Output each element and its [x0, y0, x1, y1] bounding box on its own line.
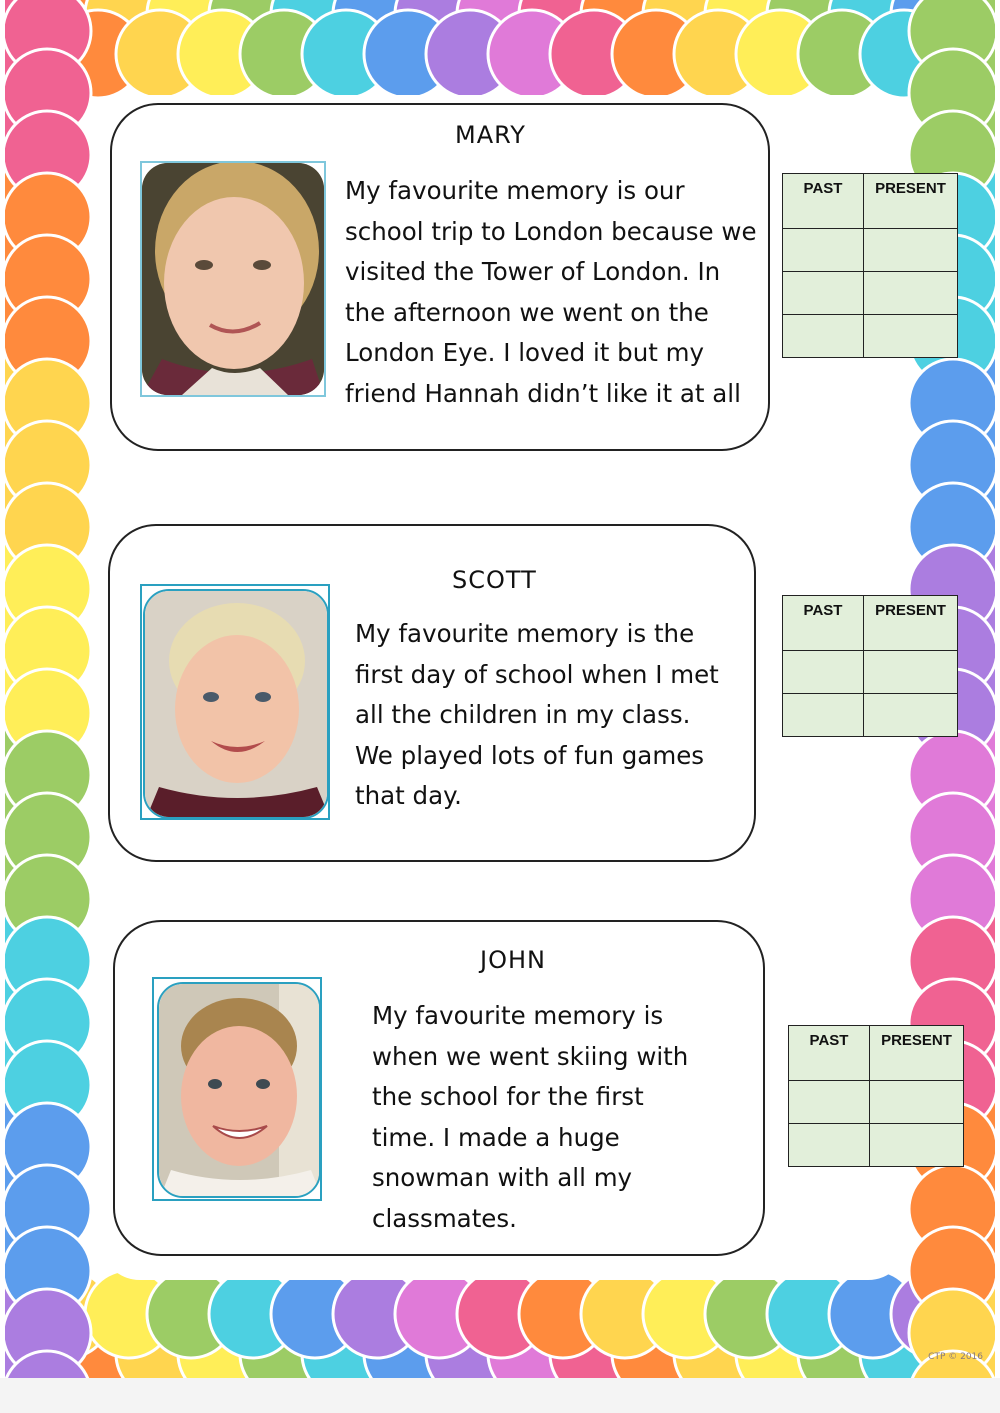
- table-cell[interactable]: [789, 1124, 870, 1167]
- memory-card-mary: [110, 103, 770, 451]
- table-cell[interactable]: [783, 272, 864, 315]
- table-cell[interactable]: [783, 315, 864, 358]
- past-present-table-john: [788, 1025, 964, 1167]
- table-cell[interactable]: [864, 651, 958, 694]
- present-header: PRESENT: [864, 174, 958, 229]
- past-header: PAST: [789, 1026, 870, 1081]
- table-cell[interactable]: [864, 315, 958, 358]
- child-photo-scott: [143, 589, 329, 819]
- table-cell[interactable]: [789, 1081, 870, 1124]
- present-header: PRESENT: [864, 596, 958, 651]
- memory-card-scott: [108, 524, 756, 862]
- child-photo-john: [157, 982, 321, 1198]
- page-bottom-strip: [0, 1378, 1000, 1413]
- table-cell[interactable]: [783, 229, 864, 272]
- card-name: SCOTT: [452, 566, 537, 594]
- memory-card-john: [113, 920, 765, 1256]
- table-cell[interactable]: [864, 694, 958, 737]
- card-name: JOHN: [480, 946, 546, 974]
- girl-portrait-icon: [142, 163, 324, 395]
- past-header: PAST: [783, 596, 864, 651]
- memory-text: My favourite memory is our school trip to London because we visited the Tower of London. In the afternoon we went on the London Eye. I loved it but my friend Hannah didn’t like it at all: [345, 176, 757, 408]
- worksheet-page: [5, 0, 995, 1378]
- table-cell[interactable]: [870, 1081, 964, 1124]
- past-header: PAST: [783, 174, 864, 229]
- card-name: MARY: [455, 121, 526, 149]
- past-present-table-scott: [782, 595, 958, 737]
- past-present-table-mary: [782, 173, 958, 358]
- memory-text: My favourite memory is when we went skiing with the school for the first time. I made a huge snowman with all my classmates.: [372, 1001, 689, 1233]
- copyright-mark: CTP © 2016: [928, 1352, 983, 1362]
- table-cell[interactable]: [783, 651, 864, 694]
- boy-portrait-icon: [159, 984, 321, 1198]
- boy-portrait-icon: [145, 591, 329, 819]
- present-header: PRESENT: [870, 1026, 964, 1081]
- table-cell[interactable]: [783, 694, 864, 737]
- child-photo-mary: [142, 163, 324, 395]
- table-cell[interactable]: [870, 1124, 964, 1167]
- memory-text: My favourite memory is the first day of school when I met all the children in my class. We played lots of fun games that day.: [355, 619, 719, 810]
- table-cell[interactable]: [864, 272, 958, 315]
- table-cell[interactable]: [864, 229, 958, 272]
